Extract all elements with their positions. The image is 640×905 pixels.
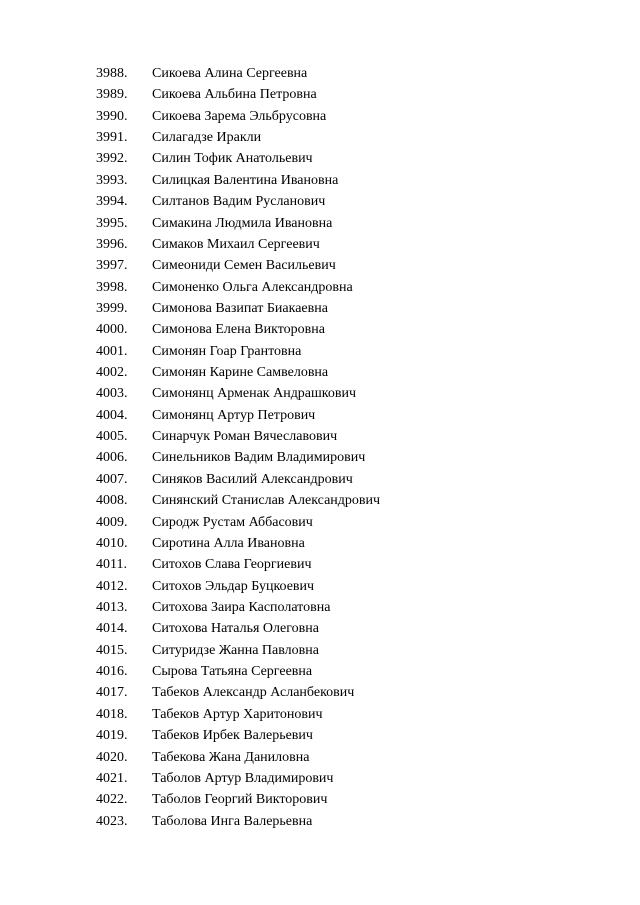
entry-name: Табеков Артур Харитонович (152, 706, 323, 722)
entry-name: Симонян Гоар Грантовна (152, 343, 302, 359)
list-item (96, 789, 380, 810)
entry-number: 4001. (96, 343, 128, 359)
list-item (96, 704, 380, 725)
entry-number: 4020. (96, 749, 128, 765)
list-item (96, 106, 380, 127)
entry-number: 3998. (96, 279, 128, 295)
entry-name: Ситуридзе Жанна Павловна (152, 642, 319, 658)
entry-number: 4017. (96, 685, 128, 701)
entry-name: Сикоева Зарема Эльбрусовна (152, 108, 327, 124)
entry-number: 4021. (96, 770, 128, 786)
list-item (96, 618, 380, 639)
entry-name: Симонянц Арменак Андрашкович (152, 386, 357, 402)
entry-number: 4009. (96, 514, 128, 530)
entry-name: Симонян Карине Самвеловна (152, 365, 329, 381)
list-item (96, 554, 380, 575)
list-item (96, 640, 380, 661)
list-item (96, 490, 380, 511)
entry-name: Табекова Жана Даниловна (152, 749, 310, 765)
entry-name: Симонянц Артур Петрович (152, 407, 316, 423)
entry-number: 4006. (96, 450, 128, 466)
list-item (96, 319, 380, 340)
entry-number: 4022. (96, 792, 128, 808)
entry-number: 3999. (96, 300, 128, 316)
list-item (96, 277, 380, 298)
list-item (96, 576, 380, 597)
list-item (96, 341, 380, 362)
list-item (96, 533, 380, 554)
entry-name: Сиродж Рустам Аббасович (152, 514, 313, 530)
entry-number: 4003. (96, 386, 128, 402)
list-item (96, 191, 380, 212)
entry-name: Синянский Станислав Александрович (152, 493, 381, 509)
entry-number: 4010. (96, 535, 128, 551)
list-item (96, 362, 380, 383)
entry-name: Таболов Георгий Викторович (152, 792, 328, 808)
entry-number: 4007. (96, 471, 128, 487)
entry-name: Таболов Артур Владимирович (152, 770, 334, 786)
list-item (96, 682, 380, 703)
entry-name: Симонова Елена Викторовна (152, 322, 325, 338)
entry-number: 3988. (96, 66, 128, 81)
entry-number: 3992. (96, 151, 128, 167)
list-item (96, 747, 380, 768)
entry-name: Сикоева Алина Сергеевна (152, 66, 308, 81)
list-item (96, 84, 380, 105)
entry-name: Симонова Вазипат Биакаевна (152, 300, 328, 316)
entry-name: Ситохов Слава Георгиевич (152, 557, 312, 573)
entry-name: Сикоева Альбина Петровна (152, 87, 317, 103)
entry-name: Силицкая Валентина Ивановна (152, 172, 339, 188)
entry-name: Симоненко Ольга Александровна (152, 279, 353, 295)
entry-name: Силин Тофик Анатольевич (152, 151, 313, 167)
entry-name: Ситохова Заира Касполатовна (152, 599, 331, 615)
entry-number: 3991. (96, 130, 128, 146)
entry-number: 4015. (96, 642, 128, 658)
entry-number: 4004. (96, 407, 128, 423)
list-item (96, 661, 380, 682)
entry-number: 4000. (96, 322, 128, 338)
entry-number: 4019. (96, 728, 128, 744)
entry-name: Синарчук Роман Вячеславович (152, 429, 338, 445)
entry-number: 4011. (96, 557, 127, 573)
list-item (96, 127, 380, 148)
entry-name: Сиротина Алла Ивановна (152, 535, 305, 551)
entry-name: Симеониди Семен Васильевич (152, 258, 336, 274)
entry-number: 3997. (96, 258, 128, 274)
entry-name: Силагадзе Иракли (152, 130, 262, 146)
list-item (96, 512, 380, 533)
entry-number: 3995. (96, 215, 128, 231)
entry-name: Табеков Александр Асланбекович (152, 685, 355, 701)
entry-number: 3990. (96, 108, 128, 124)
list-item (96, 597, 380, 618)
list-item (96, 725, 380, 746)
entry-number: 4012. (96, 578, 128, 594)
entry-number: 4008. (96, 493, 128, 509)
list-item (96, 426, 380, 447)
entry-name: Симакина Людмила Ивановна (152, 215, 333, 231)
entry-name: Симаков Михаил Сергеевич (152, 236, 320, 252)
entry-number: 4023. (96, 813, 128, 829)
list-item (96, 255, 380, 276)
entry-number: 4002. (96, 365, 128, 381)
list-item (96, 298, 380, 319)
list-item (96, 234, 380, 255)
entry-name: Синельников Вадим Владимирович (152, 450, 366, 466)
entry-number: 3996. (96, 236, 128, 252)
entry-name: Табеков Ирбек Валерьевич (152, 728, 313, 744)
list-item (96, 447, 380, 468)
list-item (96, 213, 380, 234)
list-item (96, 383, 380, 404)
list-item (96, 148, 380, 169)
name-list (96, 63, 380, 832)
entry-number: 4013. (96, 599, 128, 615)
entry-number: 3994. (96, 194, 128, 210)
entry-number: 3989. (96, 87, 128, 103)
entry-number: 4018. (96, 706, 128, 722)
entry-name: Силтанов Вадим Русланович (152, 194, 326, 210)
list-item (96, 811, 380, 832)
list-item (96, 405, 380, 426)
entry-number: 4005. (96, 429, 128, 445)
entry-number: 3993. (96, 172, 128, 188)
entry-name: Ситохов Эльдар Буцкоевич (152, 578, 315, 594)
list-item (96, 170, 380, 191)
list-item (96, 63, 380, 84)
entry-number: 4016. (96, 664, 128, 680)
entry-name: Синяков Василий Александрович (152, 471, 353, 487)
entry-number: 4014. (96, 621, 128, 637)
entry-name: Сырова Татьяна Сергеевна (152, 664, 313, 680)
entry-name: Ситохова Наталья Олеговна (152, 621, 319, 637)
entry-name: Таболова Инга Валерьевна (152, 813, 313, 829)
list-item (96, 469, 380, 490)
list-item (96, 768, 380, 789)
